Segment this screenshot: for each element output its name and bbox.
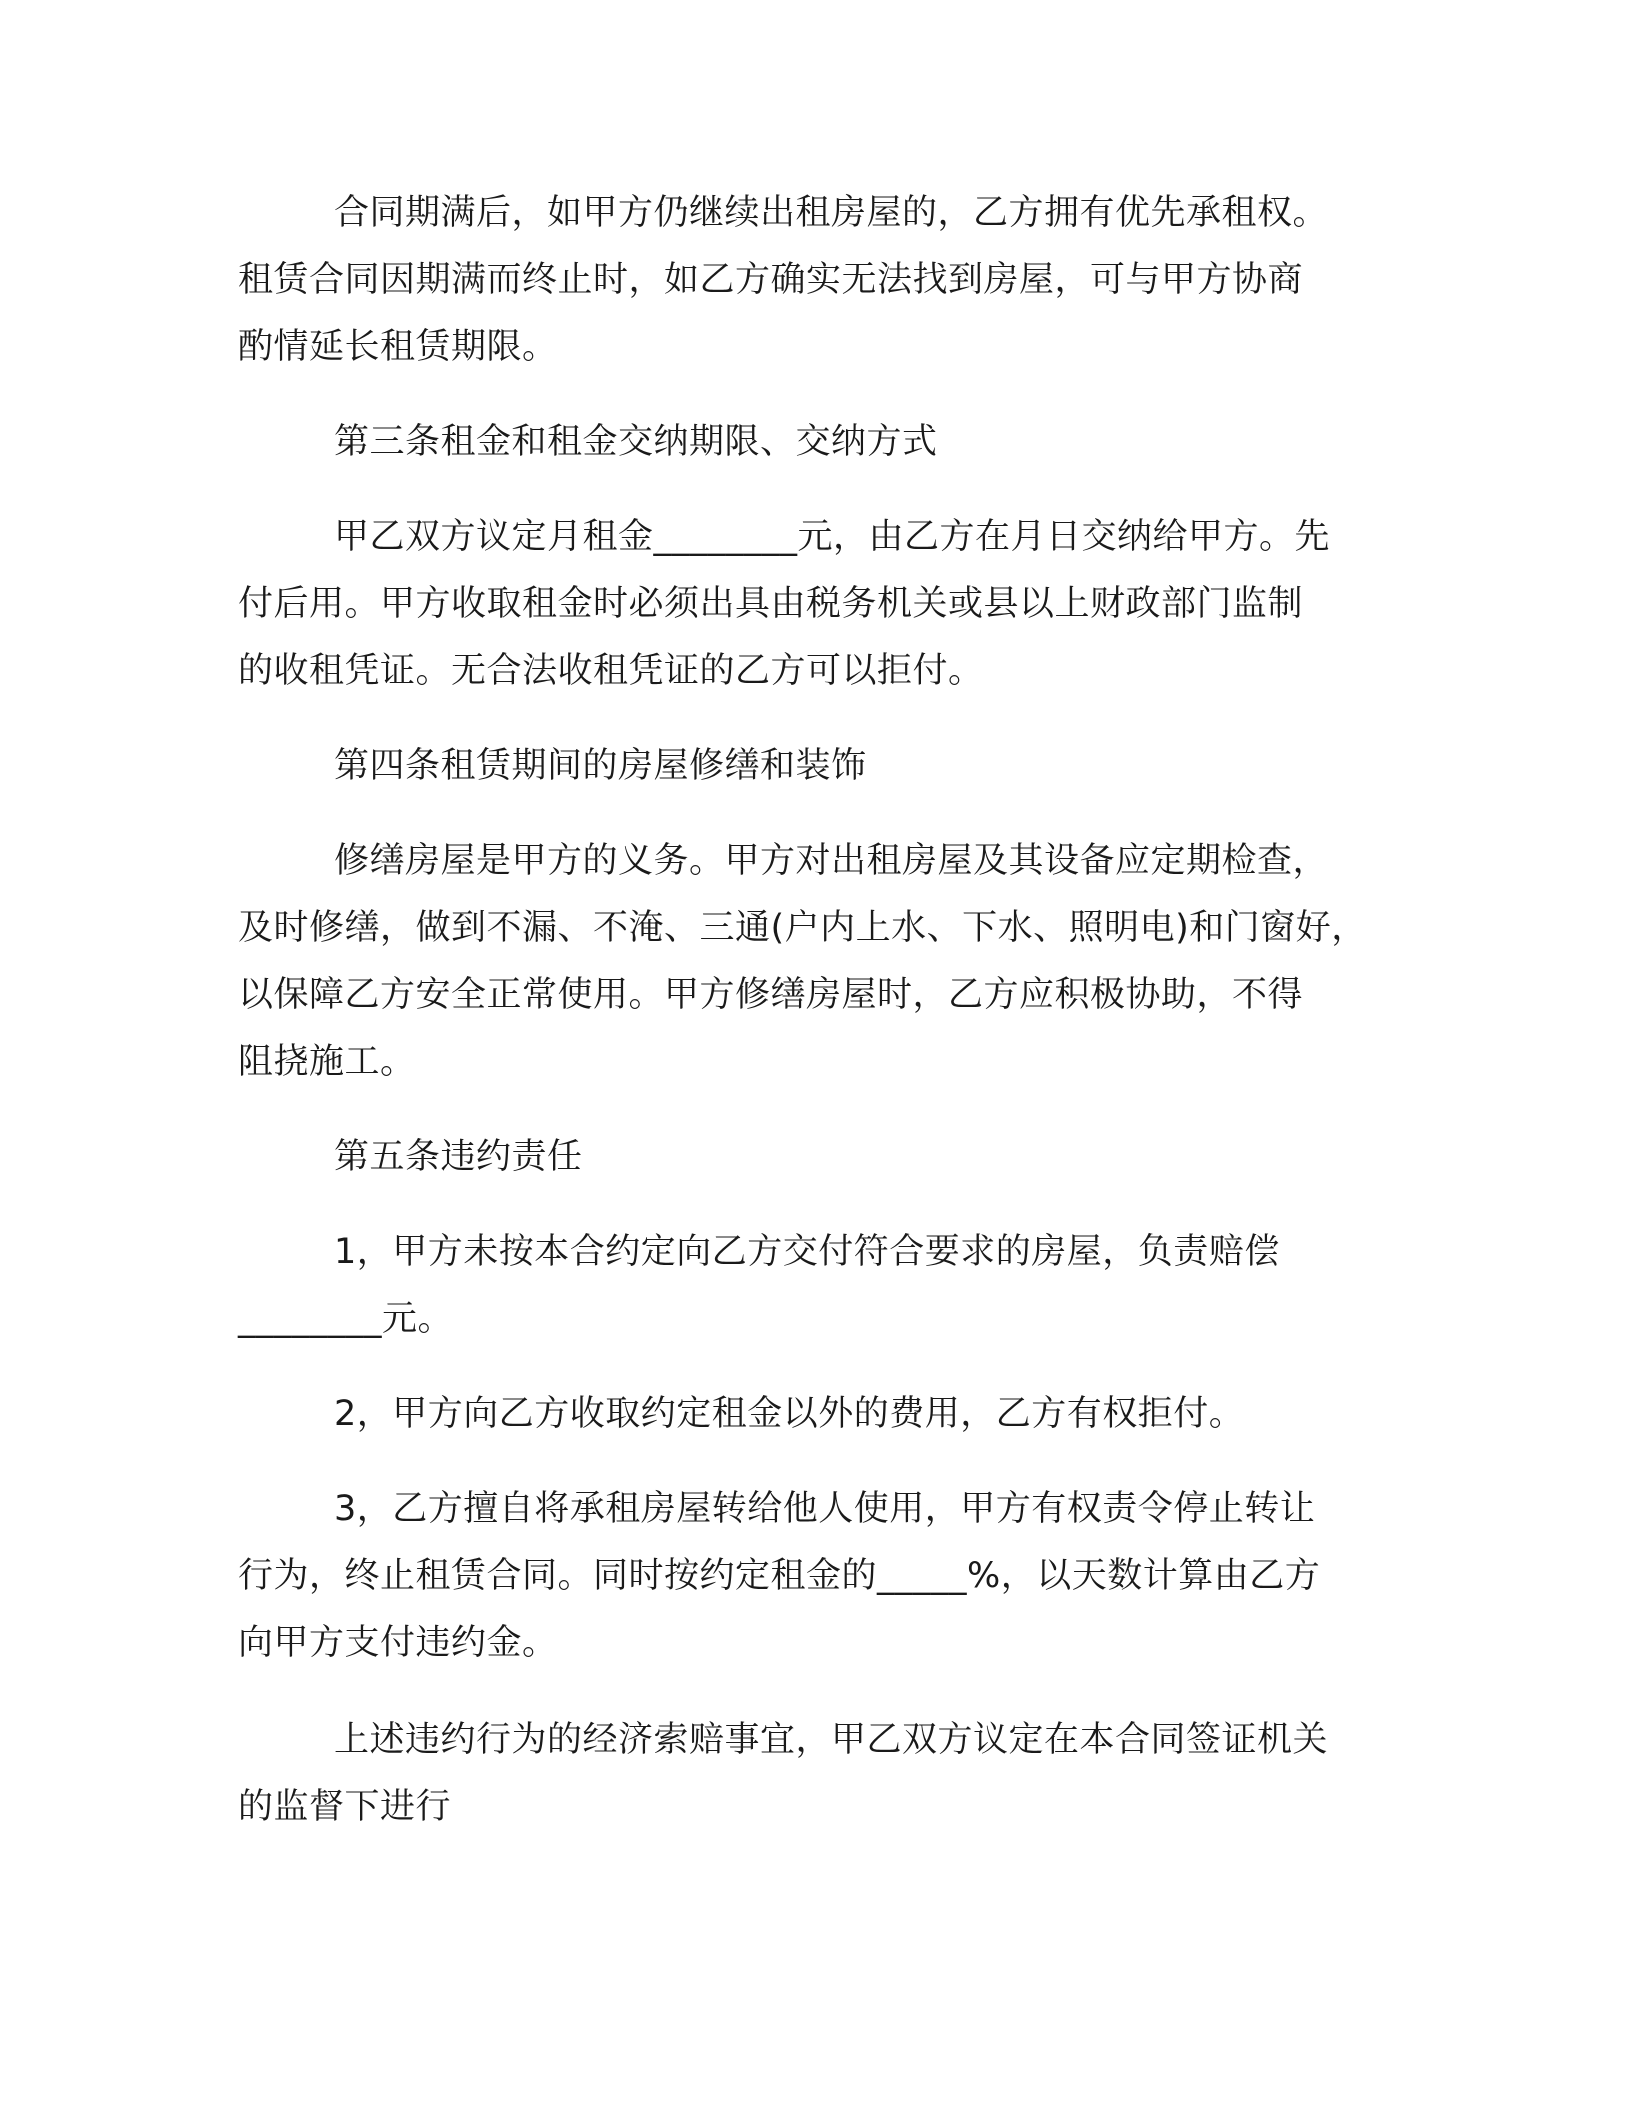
text-line: 1，甲方未按本合约定向乙方交付符合要求的房屋，负责赔偿 — [334, 1232, 1280, 1272]
text-line: 上述违约行为的经济索赔事宜，甲乙双方议定在本合同签证机关 — [334, 1720, 1329, 1760]
text-line: 2，甲方向乙方收取约定租金以外的费用，乙方有权拒付。 — [334, 1394, 1245, 1434]
text-line: 酌情延长租赁期限。 — [238, 327, 558, 367]
text-line: 合同期满后，如甲方仍继续出租房屋的，乙方拥有优先承租权。 — [334, 193, 1329, 233]
text-line: 的收租凭证。无合法收租凭证的乙方可以拒付。 — [238, 651, 984, 691]
paragraph-claims — [238, 1707, 1408, 1841]
text-line: ________元。 — [238, 1299, 454, 1339]
clause-2 — [238, 1381, 1408, 1448]
text-line: 及时修缮，做到不漏、不淹、三通(户内上水、下水、照明电)和门窗好， — [238, 908, 1367, 948]
paragraph-gap — [238, 1677, 1408, 1707]
paragraph-gap — [238, 1448, 1408, 1476]
paragraph-gap — [238, 800, 1408, 828]
heading-article-4 — [238, 733, 1408, 800]
clause-3 — [238, 1476, 1408, 1677]
paragraph-gap — [238, 1191, 1408, 1219]
text-line: 甲乙双方议定月租金________元，由乙方在月日交纳给甲方。先 — [334, 517, 1331, 557]
paragraph-rent — [238, 504, 1408, 705]
document-body — [238, 180, 1408, 1841]
text-line: 行为，终止租赁合同。同时按约定租金的_____%，以天数计算由乙方 — [238, 1556, 1321, 1596]
text-line: 阻挠施工。 — [238, 1042, 416, 1082]
paragraph-gap — [238, 1096, 1408, 1124]
text-line: 的监督下进行 — [238, 1787, 452, 1827]
text-line: 付后用。甲方收取租金时必须出具由税务机关或县以上财政部门监制 — [238, 584, 1304, 624]
heading-line: 第四条租赁期间的房屋修缮和装饰 — [334, 746, 867, 786]
paragraph-gap — [238, 705, 1408, 733]
text-line: 租赁合同因期满而终止时，如乙方确实无法找到房屋，可与甲方协商 — [238, 260, 1304, 300]
heading-article-5 — [238, 1124, 1408, 1191]
text-line: 向甲方支付违约金。 — [238, 1623, 558, 1663]
paragraph-renewal — [238, 180, 1408, 381]
clause-1 — [238, 1219, 1408, 1353]
text-line: 以保障乙方安全正常使用。甲方修缮房屋时，乙方应积极协助，不得 — [238, 975, 1304, 1015]
text-line: 3，乙方擅自将承租房屋转给他人使用，甲方有权责令停止转让 — [334, 1489, 1316, 1529]
paragraph-gap — [238, 476, 1408, 504]
paragraph-gap — [238, 1353, 1408, 1381]
text-line: 修缮房屋是甲方的义务。甲方对出租房屋及其设备应定期检查， — [334, 841, 1329, 881]
paragraph-repairs — [238, 828, 1408, 1096]
heading-line: 第三条租金和租金交纳期限、交纳方式 — [334, 422, 938, 462]
heading-article-3 — [238, 409, 1408, 476]
paragraph-gap — [238, 381, 1408, 409]
heading-line: 第五条违约责任 — [334, 1137, 583, 1177]
